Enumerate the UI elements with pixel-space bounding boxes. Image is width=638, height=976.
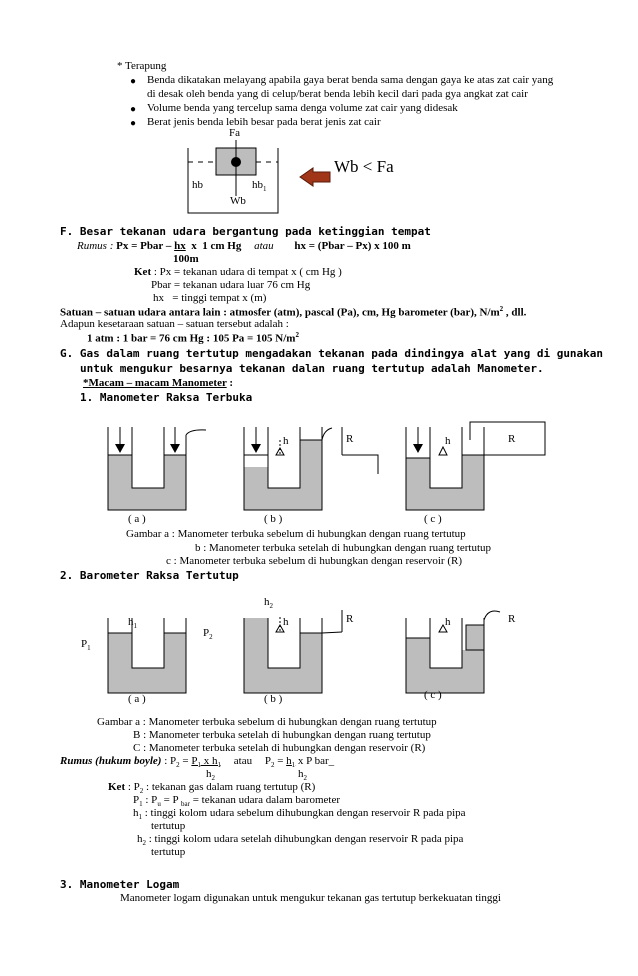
terapung-bullet-1: Benda dikatakan melayang apabila gaya berat benda sama dengan gaya ke atas zat cair yang (147, 74, 554, 86)
ket-f-1: Ket : Px = tekanan udara di tempat x ( cm Hg ) (134, 266, 342, 278)
hb1-label: $hb_1$ (252, 179, 267, 194)
ket-2-3-cont: tertutup (151, 820, 186, 832)
macam-manometer: *Macam – macam Manometer : (83, 377, 234, 389)
section-f-heading: F. Besar tekanan udara bergantung pada ketinggian tempat (60, 225, 431, 238)
rumus-f: Rumus : Px = Pbar – hx x 1 cm Hg atau hx = (Pbar – Px) x 100 m (77, 240, 411, 252)
fig2-r-c: R (508, 613, 516, 625)
section-3-heading: 3. Manometer Logam (60, 878, 180, 891)
fig2-label-a: ( a ) (128, 693, 146, 705)
fig1-label-a: ( a ) (128, 513, 146, 525)
wb-label: Wb (230, 195, 246, 207)
caption-2a: Gambar a : Manometer terbuka sebelum di hubungkan dengan ruang tertutup (97, 716, 437, 728)
terapung-title: * Terapung (117, 60, 167, 72)
fig2-label-c: ( c ) (424, 689, 442, 701)
fig2-h-b: h (283, 616, 289, 628)
equivalence-line: 1 atm : 1 bar = 76 cm Hg : 105 Pa = 105 $N/m^2$ (87, 331, 299, 345)
satuan-line: Satuan – satuan udara antara lain : atmosfer (atm), pascal (Pa), cm, Hg barometer (bar), $N/m^2$ , dll. (60, 305, 527, 319)
fig2-label-b: ( b ) (264, 693, 283, 705)
terapung-bullet-2: Volume benda yang tercelup sama denga volume zat cair yang didesak (147, 102, 458, 114)
fig1-label-c: ( c ) (424, 513, 442, 525)
rumus-f-denominator: 100m (173, 253, 199, 265)
ket-2-4-cont: tertutup (151, 846, 186, 858)
section-2-heading: 2. Barometer Raksa Tertutup (60, 569, 239, 582)
section-g-heading-1: G. Gas dalam ruang tertutup mengadakan tekanan pada dindingya alat yang di gunakan (60, 347, 604, 360)
caption-1b: b : Manometer terbuka setelah di hubungkan dengan ruang tertutup (195, 542, 491, 554)
fig1-r-b: R (346, 433, 354, 445)
rumus-den-1: $h_2$ (206, 768, 215, 783)
fig1-h-c: h (445, 435, 451, 447)
bullet-icon: ● (130, 104, 137, 115)
rumus-den-2: $h_2$ (298, 768, 307, 783)
ket-2-3: $h_1$ : tinggi kolom udara sebelum dihubungkan dengan reservoir R pada pipa (133, 807, 466, 822)
caption-1a: Gambar a : Manometer terbuka sebelum di hubungkan dengan ruang tertutup (126, 528, 466, 540)
caption-1c: c : Manometer terbuka sebelum di hubungkan dengan reservoir (R) (166, 555, 462, 567)
terapung-bullet-1-cont: di desak oleh benda yang di celup/berat benda lebih kecil dari pada gya angkat zat cair (147, 88, 528, 100)
sub-1-heading: 1. Manometer Raksa Terbuka (80, 391, 253, 404)
bullet-icon: ● (130, 76, 137, 87)
fig1-r-c: R (508, 433, 516, 445)
caption-2b: B : Manometer terbuka setelah di hubungkan dengan ruang tertutup (133, 729, 431, 741)
fig1-label-b: ( b ) (264, 513, 283, 525)
bullet-icon: ● (130, 118, 137, 129)
ket-2-2: $P_1$ : $P_u = P$ $_{bar}$ = tekanan udara dalam barometer (133, 794, 340, 809)
fig2-r-b: R (346, 613, 354, 625)
fig2-p2: $P_2$ (203, 627, 213, 642)
ket-f-3: hx = tinggi tempat x (m) (153, 292, 267, 304)
fig2-h1: $h_1$ (128, 616, 137, 631)
fig1-h-b: h (283, 435, 289, 447)
caption-2c: C : Manometer terbuka setelah di hubungkan dengan reservoir (R) (133, 742, 426, 754)
wb-fa-relation: Wb < Fa (334, 157, 394, 176)
fa-label: Fa (229, 127, 240, 139)
fig2-h-c: h (445, 616, 451, 628)
ket-f-2: Pbar = tekanan udara luar 76 cm Hg (151, 279, 311, 291)
fig2-p1: $P_1$ (81, 638, 91, 653)
kesetaraan-line: Adapun kesetaraan satuan – satuan tersebut adalah : (60, 318, 289, 330)
section-g-heading-2: untuk mengukur besarnya tekanan dalan ruang tertutup adalah Manometer. (80, 362, 544, 375)
ket-2-4: $h_2$ : tinggi kolom udara setelah dihubungkan dengan reservoir R pada pipa (137, 833, 464, 848)
terapung-bullet-3: Berat jenis benda lebih besar pada berat jenis zat cair (147, 116, 381, 128)
fig2-h2: $h_2$ (264, 596, 273, 611)
section-3-text: Manometer logam digunakan untuk mengukur tekanan gas tertutup berkekuatan tinggi (120, 892, 501, 904)
ket-2-1: Ket : $P_2$ : tekanan gas dalam ruang tertutup (R) (108, 781, 316, 796)
rumus-boyle: Rumus (hukum boyle) : $P_2 = P_1$ x $h_1$ atau $P_2 = h_1$ x P bar_ (60, 755, 335, 770)
hb-label: hb (192, 179, 203, 191)
